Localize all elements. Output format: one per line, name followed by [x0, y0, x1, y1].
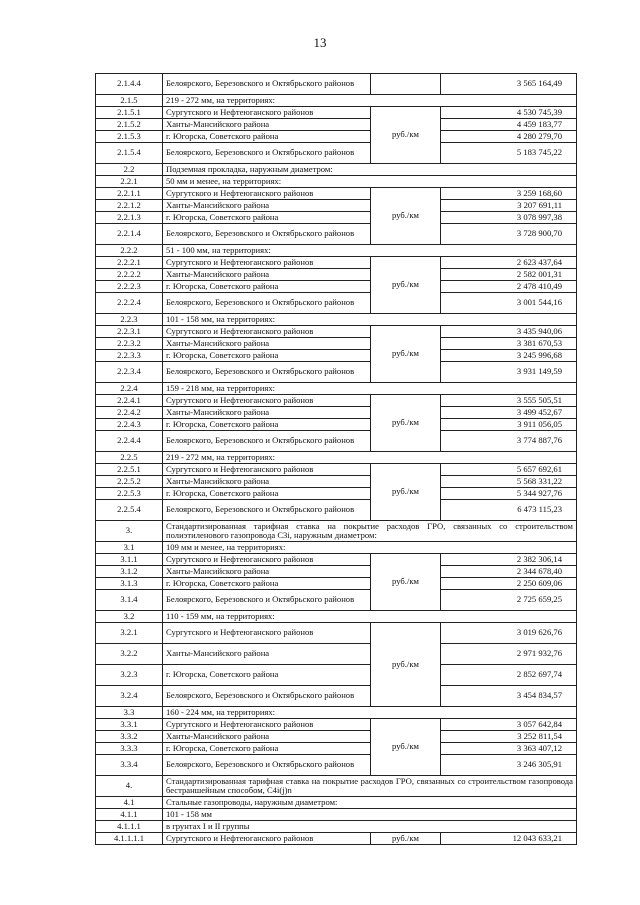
- row-value: 3 207 691,11: [441, 200, 577, 212]
- row-code: 3.: [96, 521, 163, 542]
- row-description: Белоярского, Березовского и Октябрьского районов: [163, 686, 371, 707]
- table-row: [96, 644, 577, 665]
- unit-cell: руб./км: [371, 326, 441, 383]
- table-row: [96, 281, 577, 293]
- row-code: 4.1.1.1.1: [96, 833, 163, 845]
- row-description: 50 мм и менее, на территориях:: [163, 176, 577, 188]
- row-value: 3 499 452,67: [441, 407, 577, 419]
- row-code: 2.2.4.2: [96, 407, 163, 419]
- row-code: 2.2.2.2: [96, 269, 163, 281]
- table-row: [96, 293, 577, 314]
- row-code: 2.2.3: [96, 314, 163, 326]
- row-description: Белоярского, Березовского и Октябрьского районов: [163, 590, 371, 611]
- row-value: 2 250 609,06: [441, 578, 577, 590]
- row-code: 3.1.2: [96, 566, 163, 578]
- row-description: Сургутского и Нефтеюганского районов: [163, 833, 371, 845]
- table-row: [96, 488, 577, 500]
- row-code: 2.1.5.3: [96, 131, 163, 143]
- row-value: 2 582 001,31: [441, 269, 577, 281]
- tariff-table: [95, 73, 577, 845]
- row-code: 2.2.1.1: [96, 188, 163, 200]
- row-value: 3 363 407,12: [441, 743, 577, 755]
- table-row: [96, 623, 577, 644]
- row-description: г. Югорска, Советского района: [163, 212, 371, 224]
- table-row: [96, 338, 577, 350]
- row-code: 2.2.5.3: [96, 488, 163, 500]
- row-value: 12 043 633,21: [441, 833, 577, 845]
- table-row: [96, 542, 577, 554]
- row-description: в грунтах I и II группы: [163, 821, 577, 833]
- table-row: [96, 188, 577, 200]
- table-row: [96, 362, 577, 383]
- row-description: 219 - 272 мм, на территориях:: [163, 452, 577, 464]
- row-value: 5 568 331,22: [441, 476, 577, 488]
- table-row: [96, 164, 577, 176]
- row-code: 4.: [96, 776, 163, 797]
- unit-cell: руб./км: [371, 107, 441, 164]
- row-code: 2.2.5: [96, 452, 163, 464]
- row-code: 2.2.4.3: [96, 419, 163, 431]
- row-value: 2 382 306,14: [441, 554, 577, 566]
- row-description: г. Югорска, Советского района: [163, 488, 371, 500]
- table-row: [96, 611, 577, 623]
- row-value: 3 019 626,76: [441, 623, 577, 644]
- row-value: 3 057 642,84: [441, 719, 577, 731]
- row-code: 4.1.1.1: [96, 821, 163, 833]
- table-row: [96, 809, 577, 821]
- unit-cell: руб./км: [371, 833, 441, 845]
- table-row: [96, 212, 577, 224]
- table-row: [96, 224, 577, 245]
- table-row: [96, 407, 577, 419]
- unit-cell: руб./км: [371, 257, 441, 314]
- table-row: [96, 776, 577, 797]
- unit-cell: руб./км: [371, 464, 441, 521]
- table-row: [96, 719, 577, 731]
- table-row: [96, 464, 577, 476]
- row-description: Сургутского и Нефтеюганского районов: [163, 719, 371, 731]
- row-description: г. Югорска, Советского района: [163, 743, 371, 755]
- row-code: 3.2.2: [96, 644, 163, 665]
- row-code: 3.3.1: [96, 719, 163, 731]
- table-row: [96, 74, 577, 95]
- row-value: 2 344 678,40: [441, 566, 577, 578]
- row-value: 4 280 279,70: [441, 131, 577, 143]
- table-row: [96, 452, 577, 464]
- table-row: [96, 200, 577, 212]
- table-row: [96, 314, 577, 326]
- table-row: [96, 821, 577, 833]
- row-value: 3 931 149,59: [441, 362, 577, 383]
- row-code: 2.2.2: [96, 245, 163, 257]
- row-description: Ханты-Мансийского района: [163, 200, 371, 212]
- row-description: Ханты-Мансийского района: [163, 644, 371, 665]
- row-description: г. Югорска, Советского района: [163, 350, 371, 362]
- row-value: 3 078 997,38: [441, 212, 577, 224]
- row-code: 2.1.4.4: [96, 74, 163, 95]
- row-description: Ханты-Мансийского района: [163, 566, 371, 578]
- row-value: 3 245 996,68: [441, 350, 577, 362]
- row-code: 3.1: [96, 542, 163, 554]
- table-row: [96, 686, 577, 707]
- row-description: Белоярского, Березовского и Октябрьского районов: [163, 755, 371, 776]
- table-row: [96, 431, 577, 452]
- table-row: [96, 245, 577, 257]
- row-description: Сургутского и Нефтеюганского районов: [163, 623, 371, 644]
- row-value: 4 530 745,39: [441, 107, 577, 119]
- row-code: 3.3.4: [96, 755, 163, 776]
- row-value: 3 774 887,76: [441, 431, 577, 452]
- row-description: Стальные газопроводы, наружным диаметром:: [163, 797, 577, 809]
- row-code: 2.2.1.4: [96, 224, 163, 245]
- row-description: г. Югорска, Советского района: [163, 419, 371, 431]
- row-description: Сургутского и Нефтеюганского районов: [163, 554, 371, 566]
- row-code: 4.1.1: [96, 809, 163, 821]
- row-code: 2.2.1: [96, 176, 163, 188]
- row-code: 2.1.5.1: [96, 107, 163, 119]
- table-row: [96, 119, 577, 131]
- row-value: 3 728 900,70: [441, 224, 577, 245]
- row-description: Сургутского и Нефтеюганского районов: [163, 257, 371, 269]
- row-description: Белоярского, Березовского и Октябрьского районов: [163, 74, 371, 95]
- table-row: [96, 665, 577, 686]
- table-row: [96, 755, 577, 776]
- row-code: 2.1.5.4: [96, 143, 163, 164]
- row-value: 3 911 056,05: [441, 419, 577, 431]
- row-value: 6 473 115,23: [441, 500, 577, 521]
- unit-cell: руб./км: [371, 719, 441, 776]
- row-description: 101 - 158 мм, на территориях:: [163, 314, 577, 326]
- row-description: Ханты-Мансийского района: [163, 731, 371, 743]
- row-description: 109 мм и менее, на территориях:: [163, 542, 577, 554]
- row-description: Белоярского, Березовского и Октябрьского районов: [163, 293, 371, 314]
- table-row: [96, 383, 577, 395]
- table-row: [96, 731, 577, 743]
- row-code: 2.2.2.3: [96, 281, 163, 293]
- row-description: 110 - 159 мм, на территориях:: [163, 611, 577, 623]
- unit-cell: руб./км: [371, 395, 441, 452]
- row-code: 2.2.2.4: [96, 293, 163, 314]
- table-row: [96, 176, 577, 188]
- row-value: 3 435 940,06: [441, 326, 577, 338]
- table-row: [96, 554, 577, 566]
- row-code: 3.3.3: [96, 743, 163, 755]
- row-description: Сургутского и Нефтеюганского районов: [163, 464, 371, 476]
- row-code: 2.2.4: [96, 383, 163, 395]
- row-value: 3 381 670,53: [441, 338, 577, 350]
- row-description: Сургутского и Нефтеюганского районов: [163, 107, 371, 119]
- row-description: 159 - 218 мм, на территориях:: [163, 383, 577, 395]
- row-code: 2.2.3.2: [96, 338, 163, 350]
- row-description: Ханты-Мансийского района: [163, 407, 371, 419]
- table-row: [96, 107, 577, 119]
- row-code: 2.2.5.1: [96, 464, 163, 476]
- row-description: г. Югорска, Советского района: [163, 281, 371, 293]
- row-code: 3.2: [96, 611, 163, 623]
- row-value: 3 555 505,51: [441, 395, 577, 407]
- row-value: 4 459 183,77: [441, 119, 577, 131]
- table-row: [96, 350, 577, 362]
- row-code: 3.1.3: [96, 578, 163, 590]
- row-value: 3 246 305,91: [441, 755, 577, 776]
- row-code: 2.2.5.2: [96, 476, 163, 488]
- row-code: 3.3.2: [96, 731, 163, 743]
- row-description: Ханты-Мансийского района: [163, 119, 371, 131]
- row-value: 3 454 834,57: [441, 686, 577, 707]
- table-row: [96, 707, 577, 719]
- table-row: [96, 797, 577, 809]
- row-code: 4.1: [96, 797, 163, 809]
- row-description: 101 - 158 мм: [163, 809, 577, 821]
- row-description: Белоярского, Березовского и Октябрьского районов: [163, 362, 371, 383]
- row-code: 2.2.3.4: [96, 362, 163, 383]
- row-code: 2.2.4.1: [96, 395, 163, 407]
- table-row: [96, 833, 577, 845]
- row-value: 3 001 544,16: [441, 293, 577, 314]
- table-row: [96, 257, 577, 269]
- row-code: 2.2.4.4: [96, 431, 163, 452]
- row-description: Ханты-Мансийского района: [163, 338, 371, 350]
- table-row: [96, 500, 577, 521]
- table-row: [96, 566, 577, 578]
- row-code: 3.1.1: [96, 554, 163, 566]
- row-code: 3.2.4: [96, 686, 163, 707]
- row-description: г. Югорска, Советского района: [163, 665, 371, 686]
- row-value: 5 344 927,76: [441, 488, 577, 500]
- row-value: 5 657 692,61: [441, 464, 577, 476]
- row-description: Стандартизированная тарифная ставка на покрытие расходов ГРО, связанных со строительством газопровода бестраншейным способом, С4i(j)n: [163, 776, 577, 797]
- unit-cell: руб./км: [371, 554, 441, 611]
- table-row: [96, 131, 577, 143]
- row-code: 2.2: [96, 164, 163, 176]
- row-code: 2.1.5: [96, 95, 163, 107]
- row-value: 5 183 745,22: [441, 143, 577, 164]
- table-row: [96, 395, 577, 407]
- row-description: г. Югорска, Советского района: [163, 131, 371, 143]
- table-row: [96, 521, 577, 542]
- table-row: [96, 326, 577, 338]
- row-code: 3.2.1: [96, 623, 163, 644]
- row-description: Сургутского и Нефтеюганского районов: [163, 188, 371, 200]
- unit-cell: [371, 74, 441, 95]
- row-value: 2 623 437,64: [441, 257, 577, 269]
- row-description: Белоярского, Березовского и Октябрьского районов: [163, 500, 371, 521]
- row-code: 2.2.1.2: [96, 200, 163, 212]
- row-description: Ханты-Мансийского района: [163, 269, 371, 281]
- row-code: 3.3: [96, 707, 163, 719]
- row-value: 2 478 410,49: [441, 281, 577, 293]
- table-row: [96, 269, 577, 281]
- row-code: 2.2.3.3: [96, 350, 163, 362]
- table-row: [96, 143, 577, 164]
- row-description: 160 - 224 мм, на территориях:: [163, 707, 577, 719]
- row-description: Стандартизированная тарифная ставка на покрытие расходов ГРО, связанных со строительством полиэтиленового газопровода С3i, наружным диаметром:: [163, 521, 577, 542]
- row-code: 2.2.5.4: [96, 500, 163, 521]
- row-code: 2.1.5.2: [96, 119, 163, 131]
- unit-cell: руб./км: [371, 188, 441, 245]
- table-row: [96, 743, 577, 755]
- row-code: 2.2.3.1: [96, 326, 163, 338]
- row-code: 2.2.1.3: [96, 212, 163, 224]
- row-description: г. Югорска, Советского района: [163, 578, 371, 590]
- row-value: 3 565 164,49: [441, 74, 577, 95]
- row-description: Белоярского, Березовского и Октябрьского районов: [163, 143, 371, 164]
- row-description: Подземная прокладка, наружным диаметром:: [163, 164, 577, 176]
- row-description: Ханты-Мансийского района: [163, 476, 371, 488]
- row-description: Сургутского и Нефтеюганского районов: [163, 395, 371, 407]
- page-number: 13: [313, 35, 327, 50]
- table-row: [96, 476, 577, 488]
- row-value: 2 725 659,25: [441, 590, 577, 611]
- row-code: 3.1.4: [96, 590, 163, 611]
- table-row: [96, 590, 577, 611]
- unit-cell: руб./км: [371, 623, 441, 707]
- row-value: 2 971 932,76: [441, 644, 577, 665]
- table-row: [96, 95, 577, 107]
- row-description: Белоярского, Березовского и Октябрьского районов: [163, 224, 371, 245]
- row-value: 2 852 697,74: [441, 665, 577, 686]
- row-value: 3 252 811,54: [441, 731, 577, 743]
- row-description: Сургутского и Нефтеюганского районов: [163, 326, 371, 338]
- row-description: 51 - 100 мм, на территориях:: [163, 245, 577, 257]
- row-value: 3 259 168,60: [441, 188, 577, 200]
- row-code: 2.2.2.1: [96, 257, 163, 269]
- table-row: [96, 578, 577, 590]
- table-row: [96, 419, 577, 431]
- row-description: 219 - 272 мм, на территориях:: [163, 95, 577, 107]
- row-code: 3.2.3: [96, 665, 163, 686]
- row-description: Белоярского, Березовского и Октябрьского районов: [163, 431, 371, 452]
